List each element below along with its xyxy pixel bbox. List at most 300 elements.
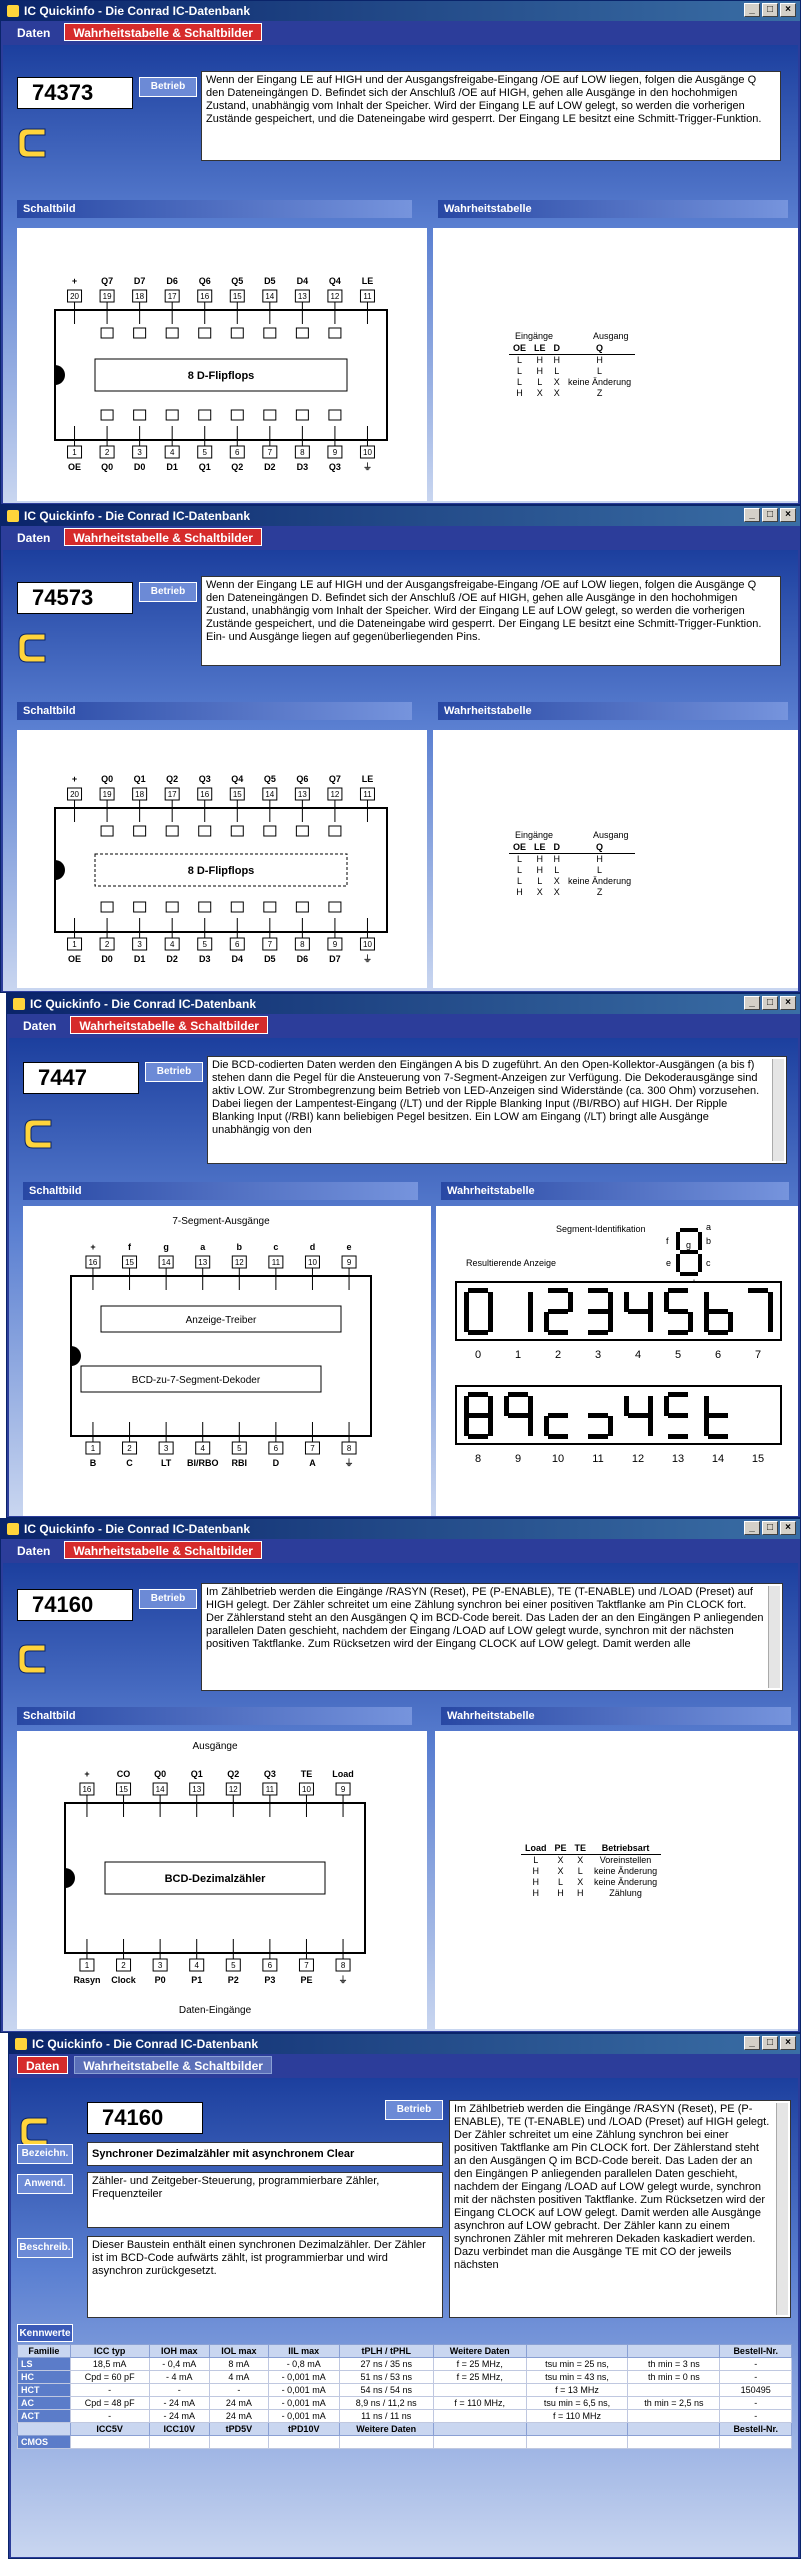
segment-letter: g	[686, 1240, 692, 1250]
pin-number: 12	[228, 1785, 238, 1794]
pin-name: D0	[101, 954, 113, 964]
chip-number: 7447	[23, 1062, 139, 1094]
table-row	[18, 2410, 792, 2423]
minimize-button[interactable]: _	[744, 1521, 760, 1535]
tab-daten[interactable]: Daten	[17, 1544, 51, 1558]
schaltbild-panel	[17, 1731, 427, 2029]
pin-name: D2	[166, 954, 178, 964]
tab-wahrheitstabelle[interactable]: Wahrheitstabelle & Schaltbilder	[64, 528, 262, 546]
table-cell: -	[720, 2358, 792, 2371]
buffer-gate	[166, 902, 178, 912]
pin-number: 14	[265, 790, 275, 799]
table-row	[509, 355, 635, 367]
pin-number: 9	[332, 940, 338, 949]
table-cell: f = 25 MHz,	[433, 2371, 526, 2384]
table-cell: f = 13 MHz	[526, 2384, 628, 2397]
table-row	[509, 887, 635, 898]
chip-number: 74160	[87, 2102, 203, 2134]
segment-letter: f	[666, 1236, 669, 1246]
pin-name: P0	[154, 1975, 166, 1985]
pin-number: 4	[169, 940, 175, 949]
table-cell: 54 ns / 54 ns	[339, 2384, 433, 2397]
table-cell: X	[553, 887, 560, 897]
buffer-gate	[101, 410, 113, 420]
pin-number: 16	[200, 790, 210, 799]
table-row	[18, 2371, 792, 2384]
maximize-button[interactable]: □	[762, 508, 778, 522]
pin-number: 10	[302, 1785, 311, 1794]
pin-name: Q0	[101, 462, 114, 472]
schaltbild-header: Schaltbild	[17, 702, 412, 720]
table-cell: H	[536, 854, 544, 864]
close-button[interactable]: ×	[780, 996, 796, 1010]
column-header: TE	[571, 1843, 591, 1855]
segment	[704, 1312, 709, 1332]
tab-daten[interactable]: Daten	[17, 2056, 68, 2074]
table-cell: f = 25 MHz,	[433, 2358, 526, 2371]
pin-number: 3	[137, 940, 142, 949]
buffer-gate	[231, 902, 243, 912]
buffer-gate	[231, 328, 243, 338]
table-cell: H	[532, 1866, 539, 1876]
table-cell: 8 mA	[209, 2358, 268, 2371]
top-title: Ausgänge	[192, 1741, 238, 1752]
description: Im Zählbetrieb werden die Eingänge /RASYN (Reset), PE (P-ENABLE), TE (T-ENABLE) und /LOAD (Preset) auf HIGH gelegt. Der Zähler schreitet um eine Zählung synchron bei einer positiven Taktflanke am Pin CLOCK fort. Der Zählerstand steht an den Ausgängen Q im BCD-Code bereit. Das Laden der an den Eingängen P anliegenden parallelen Daten geschieht, nachdem der Eingang /LOAD auf LOW gelegt wurde, synchron mit der nächsten positiven Taktflanke. Zum Rücksetzen wird der Eingang CLOCK auf LOW gelegt. Damit werden alle Ausgänge asynchron auf LOW gebracht. Der Zähler kann zu einem synchronen Zähler mit mehreren Dekaden kaskadiert werden. Dazu verbindet man die Ausgänge TE mit CO der jeweils nächsten	[449, 2100, 791, 2318]
minimize-button[interactable]: _	[744, 3, 760, 17]
digit-label: 7	[754, 1349, 762, 1361]
table-cell: th min = 3 ns	[628, 2358, 720, 2371]
segment	[680, 1250, 698, 1254]
close-button[interactable]: ×	[780, 508, 796, 522]
pin-number: 2	[121, 1961, 126, 1970]
pin-name: D7	[329, 954, 341, 964]
pin-number: 20	[70, 790, 79, 799]
column-header	[628, 2423, 720, 2436]
pin-name: Q3	[263, 1769, 276, 1779]
column-header: PE	[551, 1843, 571, 1855]
pin-number: 18	[135, 292, 145, 301]
buffer-gate	[264, 826, 276, 836]
pin-name: Q2	[227, 1769, 240, 1779]
table-cell: 150495	[720, 2384, 792, 2397]
pin-number: 15	[119, 1785, 128, 1794]
segment	[528, 1416, 533, 1436]
tab-daten[interactable]: Daten	[23, 1019, 57, 1033]
buffer-gate	[134, 826, 146, 836]
segment	[548, 1309, 568, 1314]
ic-body	[71, 1276, 371, 1436]
segment	[676, 1232, 680, 1250]
column-header: ICC10V	[149, 2423, 209, 2436]
table-cell: Zählung	[609, 1888, 642, 1898]
segment	[608, 1312, 613, 1332]
tab-daten[interactable]: Daten	[17, 26, 51, 40]
pin-name: +	[71, 774, 78, 784]
title-bar: IC Quickinfo - Die Conrad IC-Datenbank _ □ ×	[9, 2034, 800, 2054]
pin-name: Q6	[296, 774, 309, 784]
segment	[648, 1396, 653, 1416]
segment	[698, 1254, 702, 1272]
table-cell: keine Änderung	[568, 876, 632, 886]
buffer-gate	[264, 410, 276, 420]
pin-number: 12	[330, 790, 340, 799]
table-cell: L	[558, 1877, 564, 1887]
digit-label: 8	[474, 1453, 482, 1465]
table-cell: L	[517, 355, 523, 365]
pin-number: 7	[267, 448, 273, 457]
block-label: 8 D-Flipflops	[187, 865, 255, 877]
pin-number: 6	[267, 1961, 273, 1970]
conrad-logo-icon	[23, 1114, 55, 1154]
beschreibung-field: Dieser Baustein enthält einen synchronen Dezimalzähler. Der Zähler ist im BCD-Code aufwärts zählt, ist programmierbar und wird asynchron zurückgesetzt.	[87, 2236, 443, 2318]
table-cell: 51 ns / 53 ns	[339, 2371, 433, 2384]
segment	[688, 1312, 693, 1332]
title-bar: IC Quickinfo - Die Conrad IC-Datenbank _ □ ×	[1, 1519, 800, 1539]
pin-name: P2	[227, 1975, 239, 1985]
table-cell: L	[554, 366, 560, 376]
table-cell: H	[516, 887, 523, 897]
buffer-gate	[296, 902, 308, 912]
pin-name: Q0	[101, 774, 114, 784]
pin-number: 2	[104, 940, 110, 949]
segment	[768, 1292, 773, 1312]
tab-daten[interactable]: Daten	[17, 531, 51, 545]
maximize-button[interactable]: □	[762, 3, 778, 17]
table-cell: ACT	[18, 2410, 71, 2423]
segment	[708, 1434, 728, 1439]
close-button[interactable]: ×	[780, 1521, 796, 1535]
pin-name: P3	[264, 1975, 276, 1985]
pin-name: A	[309, 1458, 316, 1468]
truth-table	[521, 1843, 661, 1899]
pin-name: Load	[332, 1769, 354, 1779]
segment	[668, 1309, 688, 1314]
segment-letter: a	[706, 1222, 712, 1232]
block-label: BCD-zu-7-Segment-Dekoder	[131, 1375, 261, 1386]
table-cell: f = 110 MHz	[526, 2410, 628, 2423]
app-icon	[7, 1523, 19, 1535]
pin-number: 11	[363, 292, 372, 301]
content	[9, 1038, 798, 1516]
tab-wahrheitstabelle[interactable]: Wahrheitstabelle & Schaltbilder	[64, 23, 262, 41]
app-icon	[7, 510, 19, 522]
pin-name: B	[89, 1458, 97, 1468]
segment	[668, 1434, 688, 1439]
close-button[interactable]: ×	[780, 2036, 796, 2050]
column-header: Weitere Daten	[433, 2345, 526, 2358]
column-header: Bestell-Nr.	[720, 2345, 792, 2358]
pin-number: 12	[234, 1258, 244, 1267]
wahrheitstabelle-header: Wahrheitstabelle	[441, 1707, 791, 1725]
pin-name: Q5	[231, 276, 244, 286]
minimize-button[interactable]: _	[744, 996, 760, 1010]
segment	[548, 1330, 568, 1335]
pin-number: 13	[198, 1258, 208, 1267]
column-header: Betriebsart	[590, 1843, 661, 1855]
segment	[548, 1288, 568, 1293]
pin-name: D3	[296, 462, 309, 472]
scrollbar[interactable]	[776, 2103, 788, 2315]
buffer-gate	[231, 826, 243, 836]
table-cell	[628, 2410, 720, 2423]
pin-number: 11	[271, 1258, 281, 1267]
segment	[768, 1312, 773, 1332]
digit-label: 9	[514, 1453, 522, 1465]
table-cell: X	[536, 388, 543, 398]
pin-name: LT	[160, 1458, 172, 1468]
seven-segment-display	[436, 1206, 798, 1516]
schaltbild-panel	[17, 730, 427, 988]
table-cell: LS	[18, 2358, 71, 2371]
table-cell: -	[70, 2384, 149, 2397]
table-cell	[526, 2436, 628, 2449]
pin-number: 18	[135, 790, 145, 799]
digit-label: 15	[751, 1453, 765, 1465]
tab-bar	[1, 21, 800, 43]
table-cell	[433, 2384, 526, 2397]
table-cell: H	[577, 1888, 584, 1898]
buffer-gate	[166, 826, 178, 836]
pin-number: 20	[70, 292, 79, 301]
table-cell: X	[553, 876, 560, 886]
table-cell: L	[517, 865, 523, 875]
kennwerte-label: Kennwerte	[17, 2324, 73, 2342]
pin-name: D3	[198, 954, 211, 964]
schaltbild-header: Schaltbild	[17, 1707, 412, 1725]
pin-name: Q3	[198, 774, 211, 784]
betrieb-label: Betrieb	[145, 1062, 203, 1082]
column-header: IOL max	[209, 2345, 268, 2358]
pin-name: D6	[296, 954, 309, 964]
buffer-gate	[134, 328, 146, 338]
buffer-gate	[329, 410, 341, 420]
table-cell	[433, 2410, 526, 2423]
column-header: tPD5V	[209, 2423, 268, 2436]
segment	[528, 1312, 533, 1332]
pin-name: +	[84, 1769, 90, 1779]
segment	[464, 1312, 469, 1332]
table-cell: tsu min = 43 ns,	[526, 2371, 628, 2384]
pin-name: LE	[361, 276, 374, 286]
table-cell: X	[553, 388, 560, 398]
segment	[544, 1416, 549, 1436]
segment	[708, 1413, 728, 1418]
table-cell: L	[537, 876, 543, 886]
column-header: OE	[509, 842, 530, 854]
column-header	[526, 2345, 628, 2358]
table-row	[18, 2384, 792, 2397]
tab-wahrheitstabelle[interactable]: Wahrheitstabelle & Schaltbilder	[64, 1541, 262, 1559]
pin-number: 13	[297, 292, 307, 301]
pin-name: Q1	[133, 774, 146, 784]
table-cell: HCT	[18, 2384, 71, 2397]
pin-name: D7	[133, 276, 146, 286]
segment	[648, 1292, 653, 1312]
table-row	[509, 388, 635, 399]
column-header: tPLH / tPHL	[339, 2345, 433, 2358]
segment	[608, 1292, 613, 1312]
segment	[680, 1272, 698, 1276]
tab-wahrheitstabelle[interactable]: Wahrheitstabelle & Schaltbilder	[74, 2056, 272, 2074]
pin-number: 6	[273, 1444, 279, 1453]
pin-number: 1	[72, 940, 77, 949]
pin-number: 7	[267, 940, 273, 949]
pin-name: +	[90, 1242, 96, 1252]
window-7447	[6, 993, 801, 1518]
pin-number: 17	[167, 790, 177, 799]
table-cell: 4 mA	[209, 2371, 268, 2384]
table-cell	[628, 2384, 720, 2397]
table-row	[18, 2436, 792, 2449]
bezeichnung-label: Bezeichn.	[17, 2144, 73, 2164]
column-header	[526, 2423, 628, 2436]
column-header: Q	[564, 842, 635, 854]
maximize-button[interactable]: □	[762, 2036, 778, 2050]
table-cell: - 0,8 mA	[268, 2358, 339, 2371]
buffer-gate	[199, 410, 211, 420]
table-cell: - 0,001 mA	[268, 2384, 339, 2397]
segment	[488, 1396, 493, 1416]
column-header: IOH max	[149, 2345, 209, 2358]
buffer-gate	[329, 826, 341, 836]
pin-number: 16	[82, 1785, 92, 1794]
pin-name: g	[163, 1242, 169, 1252]
segment-letter: e	[666, 1258, 672, 1268]
buffer-gate	[264, 328, 276, 338]
title-bar: IC Quickinfo - Die Conrad IC-Datenbank _ □ ×	[1, 1, 800, 21]
table-cell: H	[536, 366, 544, 376]
segment	[680, 1228, 698, 1232]
segment	[728, 1312, 733, 1332]
pin-number: 16	[200, 292, 210, 301]
segment	[708, 1330, 728, 1335]
ic-diagram	[17, 1731, 427, 2029]
table-row	[521, 1877, 661, 1888]
beschreibung-label: Beschreib.	[17, 2238, 73, 2258]
pin-number: 1	[90, 1444, 96, 1453]
table-cell: - 24 mA	[149, 2410, 209, 2423]
tab-bar	[7, 1014, 800, 1036]
maximize-button[interactable]: □	[762, 1521, 778, 1535]
segment	[508, 1392, 528, 1397]
scrollbar[interactable]	[768, 1586, 780, 1688]
window-74160-schaltbild	[0, 1518, 801, 2033]
description: Wenn der Eingang LE auf HIGH und der Ausgangsfreigabe-Eingang /OE auf LOW liegen, folgen die Ausgänge Q den Dateneingängen D. Befindet sich der Anschluß /OE auf HIGH, gehen alle Ausgänge in den hochohmigen Zustand, unabhängig vom Inhalt der Speicher. Wird der Eingang LE auf LOW gelegt, so werden die vorherigen Zustände gespeichert, und die Dateneingabe wird gesperrt. Der Eingang LE besitzt eine Schmitt-Trigger-Funktion.	[201, 71, 781, 161]
pin-name: TE	[300, 1769, 313, 1779]
segment	[488, 1292, 493, 1312]
pin-name: Q1	[198, 462, 211, 472]
pin-number: 1	[84, 1961, 90, 1970]
window-74373	[0, 0, 801, 505]
conrad-logo-icon	[17, 123, 49, 163]
table-cell: 24 mA	[209, 2410, 268, 2423]
pin-number: 14	[265, 292, 275, 301]
maximize-button[interactable]: □	[762, 996, 778, 1010]
pin-number: 19	[102, 292, 112, 301]
segment	[648, 1312, 653, 1332]
digit-label: 4	[634, 1349, 642, 1361]
pin-name: ⏚	[362, 462, 372, 472]
column-header: LE	[530, 343, 550, 355]
digit-label: 3	[594, 1349, 602, 1361]
block-label: BCD-Dezimalzähler	[164, 1873, 266, 1885]
tab-bar	[1, 526, 800, 548]
table-cell: - 4 mA	[149, 2371, 209, 2384]
segment	[668, 1330, 688, 1335]
content	[11, 2078, 798, 2557]
pin-name: Q4	[231, 774, 244, 784]
bottom-title: Daten-Eingänge	[178, 2005, 252, 2016]
ic-diagram	[17, 730, 427, 988]
segment	[648, 1416, 653, 1436]
segment	[568, 1292, 573, 1312]
close-button[interactable]: ×	[780, 3, 796, 17]
pin-name: Q0	[154, 1769, 167, 1779]
buffer-gate	[101, 826, 113, 836]
table-cell: Voreinstellen	[599, 1855, 652, 1865]
wahrheitstabelle-header: Wahrheitstabelle	[438, 702, 788, 720]
table-cell: 11 ns / 11 ns	[339, 2410, 433, 2423]
pin-number: 11	[265, 1785, 275, 1794]
ic-diagram	[17, 228, 427, 501]
pin-name: D1	[133, 954, 146, 964]
app-icon	[13, 998, 25, 1010]
pin-name: Q5	[263, 774, 276, 784]
segment	[468, 1413, 488, 1418]
schaltbild-panel	[17, 228, 427, 501]
table-cell: f = 110 MHz,	[433, 2397, 526, 2410]
segment	[608, 1416, 613, 1436]
minimize-button[interactable]: _	[744, 508, 760, 522]
pin-number: 1	[72, 448, 77, 457]
segment	[528, 1396, 533, 1416]
content	[3, 45, 798, 503]
tab-wahrheitstabelle[interactable]: Wahrheitstabelle & Schaltbilder	[70, 1016, 268, 1034]
pin-name: D4	[231, 954, 244, 964]
wahrheit-panel	[436, 1206, 798, 1516]
pin-number: 6	[235, 448, 240, 457]
table-row	[509, 865, 635, 876]
pin-name: Q1	[190, 1769, 203, 1779]
minimize-button[interactable]: _	[744, 2036, 760, 2050]
table-row	[521, 1855, 661, 1867]
app-icon	[7, 5, 19, 17]
table-cell: L	[517, 854, 523, 864]
buffer-gate	[329, 902, 341, 912]
table-cell: L	[537, 377, 543, 387]
scrollbar[interactable]	[772, 1059, 784, 1161]
result-title: Resultierende Anzeige	[466, 1258, 557, 1268]
eingaenge-label: Eingänge	[515, 830, 554, 840]
pin-number: 10	[308, 1258, 317, 1267]
segment-title: Segment-Identifikation	[556, 1224, 646, 1234]
pin-name: Q6	[198, 276, 211, 286]
wahrheit-panel	[433, 730, 798, 988]
digit-label: 0	[474, 1349, 482, 1361]
bezeichnung-field: Synchroner Dezimalzähler mit asynchronem Clear	[87, 2142, 443, 2166]
buffer-gate	[264, 902, 276, 912]
betrieb-label: Betrieb	[139, 1589, 197, 1609]
segment	[698, 1232, 702, 1250]
schaltbild-header: Schaltbild	[17, 200, 412, 218]
buffer-gate	[166, 410, 178, 420]
anwendung-label: Anwend.	[17, 2174, 73, 2194]
table-cell: L	[554, 865, 560, 875]
segment	[468, 1330, 488, 1335]
table-cell: - 0,001 mA	[268, 2371, 339, 2384]
table-header-row	[18, 2423, 792, 2436]
pin-name: D5	[264, 276, 276, 286]
